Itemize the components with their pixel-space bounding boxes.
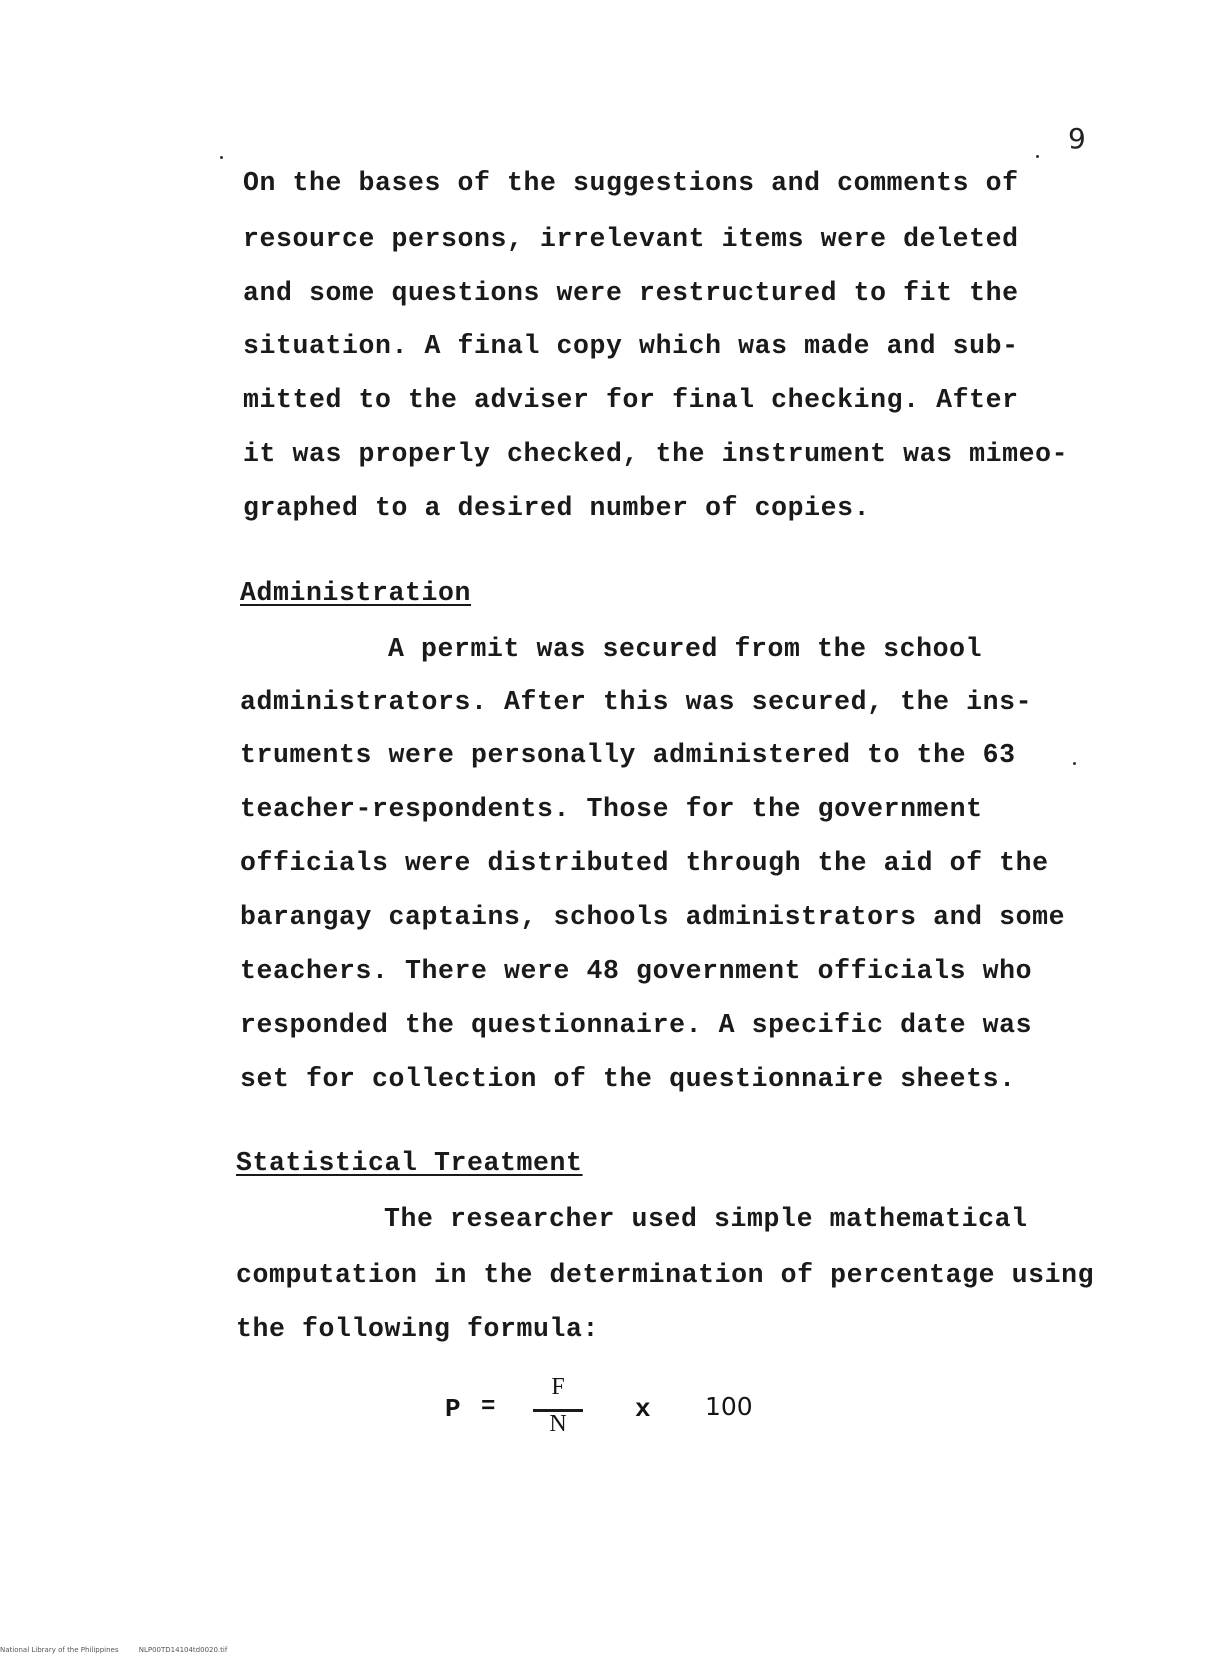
text-line: responded the questionnaire. A specific date was [240, 1010, 1033, 1040]
scan-speck [220, 156, 223, 159]
text-line: resource persons, irrelevant items were deleted [243, 224, 1019, 254]
text-line: barangay captains, schools administrators and some [240, 902, 1066, 932]
percentage-formula [445, 1374, 775, 1448]
page-number: 9 [1068, 122, 1086, 155]
formula-numerator: F [551, 1374, 565, 1400]
scan-speck [1036, 155, 1039, 158]
section-heading-administration: Administration [240, 578, 472, 608]
text-line: teachers. There were 48 government officials who [240, 956, 1033, 986]
footer-file: NLP00TD14104td0020.tif [138, 1646, 228, 1654]
text-line: situation. A final copy which was made and sub- [243, 331, 1019, 361]
text-line: mitted to the adviser for final checking. After [243, 385, 1019, 415]
formula-times: x [635, 1394, 651, 1424]
text-line: On the bases of the suggestions and comments of [243, 168, 1019, 198]
text-line: set for collection of the questionnaire sheets. [240, 1064, 1016, 1094]
formula-lhs: P [445, 1394, 461, 1424]
text-line: The researcher used simple mathematical [384, 1204, 1028, 1234]
formula-fraction [533, 1374, 583, 1444]
footer-library: National Library of the Philippines [0, 1646, 119, 1654]
text-line: administrators. After this was secured, the ins- [240, 687, 1033, 717]
formula-equals: = [481, 1394, 496, 1421]
text-line: it was properly checked, the instrument was mimeo- [243, 439, 1069, 469]
text-line: the following formula: [236, 1314, 600, 1344]
text-line: and some questions were restructured to fit the [243, 278, 1019, 308]
scan-speck [1073, 762, 1076, 765]
text-line: graphed to a desired number of copies. [243, 493, 871, 523]
text-line: computation in the determination of percentage using [236, 1260, 1095, 1290]
section-heading-statistical-treatment: Statistical Treatment [236, 1148, 583, 1178]
text-line: A permit was secured from the school [388, 634, 983, 664]
formula-denominator: N [549, 1411, 567, 1437]
scan-footer [0, 1646, 245, 1654]
text-line: officials were distributed through the aid of the [240, 848, 1049, 878]
formula-multiplier: 100 [705, 1392, 753, 1421]
text-line: teacher-respondents. Those for the government [240, 794, 983, 824]
text-line: truments were personally administered to the 63 [240, 740, 1016, 770]
